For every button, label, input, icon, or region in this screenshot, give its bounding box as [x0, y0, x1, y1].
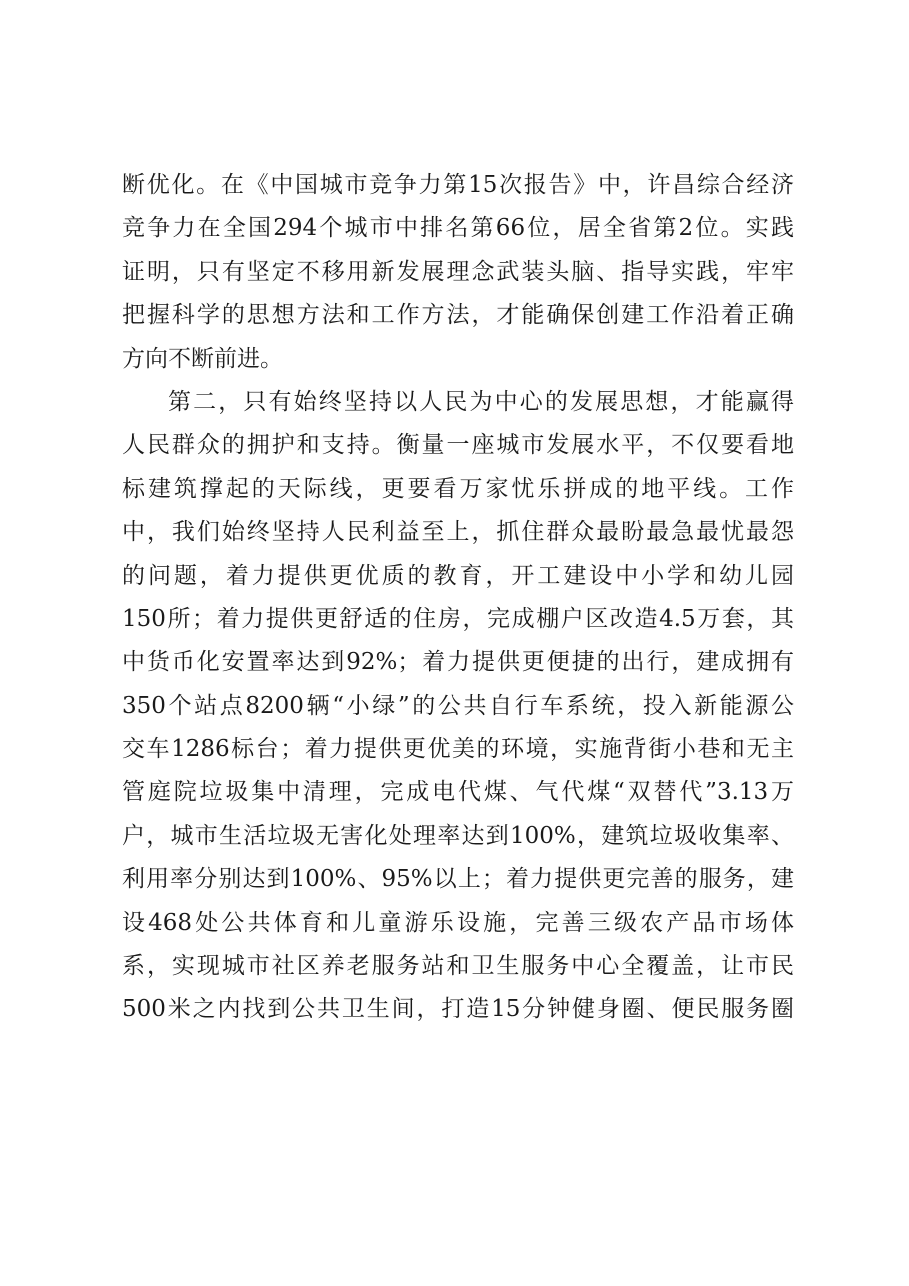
text-line: 证明，只有坚定不移用新发展理念武装头脑、指导实践，牢牢 — [122, 258, 794, 285]
text-line: 设468处公共体育和儿童游乐设施，完善三级农产品市场体 — [122, 909, 794, 936]
text-line: 第二，只有始终坚持以人民为中心的发展思想，才能赢得 — [168, 388, 794, 415]
text-line: 中，我们始终坚持人民利益至上，抓住群众最盼最急最忧最怨 — [122, 519, 794, 546]
text-line: 交车1286标台；着力提供更优美的环境，实施背街小巷和无主 — [122, 736, 794, 763]
text-line: 管庭院垃圾集中清理，完成电代煤、气代煤“双替代”3.13万 — [122, 779, 794, 806]
text-line: 利用率分别达到100%、95%以上；着力提供更完善的服务，建 — [122, 866, 794, 893]
body-text — [122, 164, 794, 1032]
text-line: 150所；着力提供更舒适的住房，完成棚户区改造4.5万套，其 — [122, 605, 794, 632]
text-line: 的问题，着力提供更优质的教育，开工建设中小学和幼儿园 — [122, 562, 794, 589]
paragraph-1 — [122, 164, 794, 381]
text-line: 断优化。在《中国城市竞争力第15次报告》中，许昌综合经济 — [122, 172, 794, 198]
text-line: 人民群众的拥护和支持。衡量一座城市发展水平，不仅要看地 — [122, 432, 794, 459]
text-line: 把握科学的思想方法和工作方法，才能确保创建工作沿着正确 — [122, 302, 794, 329]
paragraph-2 — [122, 381, 794, 1032]
text-line: 中货币化安置率达到92%；着力提供更便捷的出行，建成拥有 — [122, 649, 794, 676]
text-line: 350个站点8200辆“小绿”的公共自行车系统，投入新能源公 — [122, 692, 794, 719]
text-line: 竞争力在全国294个城市中排名第66位，居全省第2位。实践 — [122, 215, 794, 242]
text-line: 标建筑撑起的天际线，更要看万家忧乐拼成的地平线。工作 — [122, 475, 794, 502]
text-line: 方向不断前进。 — [122, 345, 283, 372]
text-line: 系，实现城市社区养老服务站和卫生服务中心全覆盖，让市民 — [122, 953, 794, 980]
text-line: 户，城市生活垃圾无害化处理率达到100%，建筑垃圾收集率、 — [122, 822, 794, 849]
text-line: 500米之内找到公共卫生间，打造15分钟健身圈、便民服务圈 — [122, 996, 794, 1023]
